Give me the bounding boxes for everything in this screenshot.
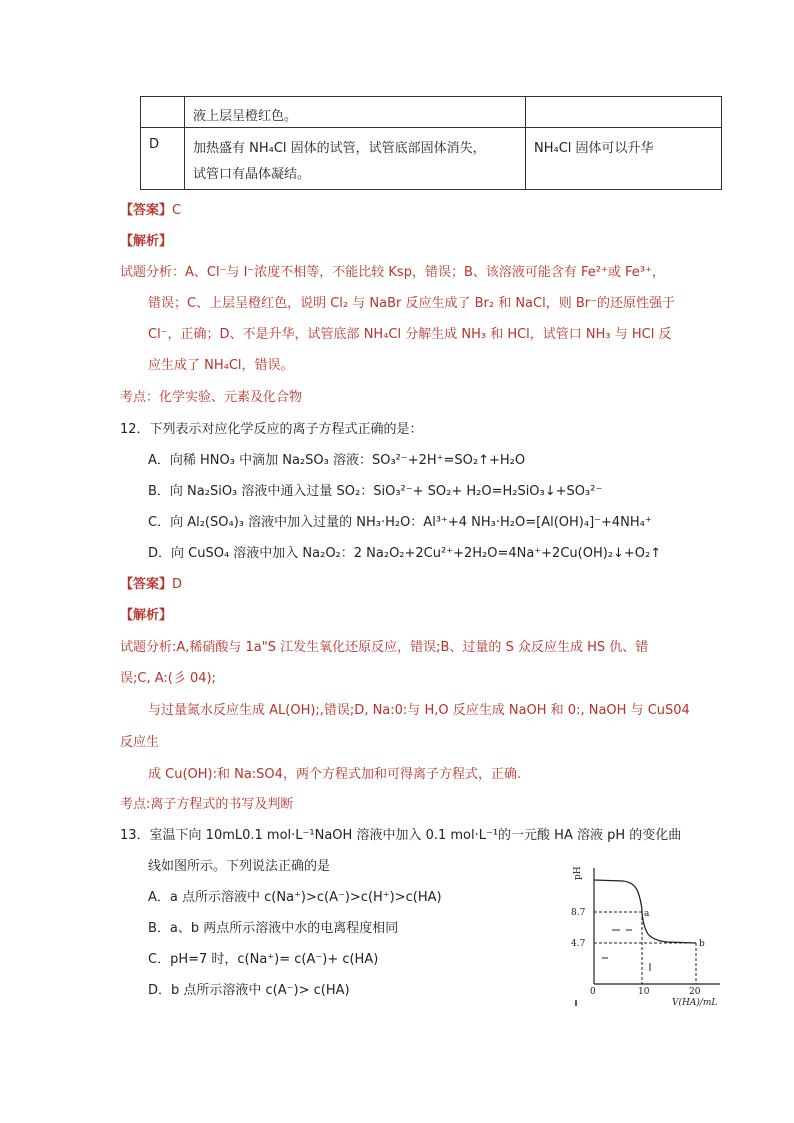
row-letter: D (149, 137, 160, 152)
table-row (141, 97, 722, 128)
table-cell (526, 128, 722, 190)
y-tick-label: 4.7 (571, 939, 586, 949)
question-stem: 13．室温下向 10mL0.1 mol·L⁻¹NaOH 溶液中加入 0.1 mol·L⁻¹的一元酸 HA 溶液 pH 的变化曲 (120, 828, 682, 843)
table-cell (526, 97, 722, 128)
analysis-line: 与过量氮水反应生成 AL(OH);,错误;D, Na:0:与 H,O 反应生成 NaOH 和 0:, NaOH 与 CuS04 (148, 703, 690, 718)
option-c: C．向 Al₂(SO₄)₃ 溶液中加入过量的 NH₃·H₂O：Al³⁺+4 NH₃·H₂O=[Al(OH)₄]⁻+4NH₄⁺ (148, 515, 652, 530)
kaodian-line: 考点:离子方程式的书写及判断 (120, 797, 294, 812)
kaodian-line: 考点：化学实验、元素及化合物 (120, 390, 303, 405)
titration-graph (568, 860, 728, 1010)
option-a: A．向稀 HNO₃ 中滴加 Na₂SO₃ 溶液：SO₃²⁻+2H⁺=SO₂↑+H₂O (148, 453, 526, 468)
analysis-line: 误;C, A:(彡 04); (120, 671, 216, 686)
x-tick-label: 20 (689, 987, 701, 997)
answer-line (120, 573, 182, 592)
table-cell (185, 128, 526, 190)
analysis-label: 【解析】 (120, 234, 173, 249)
question-stem: 线如图所示。下列说法正确的是 (148, 859, 331, 874)
option-d: D．向 CuSO₄ 溶液中加入 Na₂O₂：2 Na₂O₂+2Cu²⁺+2H₂O=4Na⁺+2Cu(OH)₂↓+O₂↑ (148, 546, 662, 561)
option-b: B．向 Na₂SiO₃ 溶液中通入过量 SO₂：SiO₃²⁻+ SO₂+ H₂O=H₂SiO₃↓+SO₃²⁻ (148, 484, 603, 499)
x-tick-label: 0 (590, 987, 596, 997)
option-c: C．pH=7 时，c(Na⁺)= c(A⁻)+ c(HA) (148, 952, 379, 967)
cell-text: 液上层呈橙红色。 (193, 109, 298, 124)
x-axis-label: V(HA)/mL (672, 998, 718, 1008)
cell-text: 试管口有晶体凝结。 (193, 167, 311, 182)
answer-line (120, 199, 181, 218)
analysis-line: 反应生 (120, 735, 160, 750)
point-b-label: b (699, 939, 705, 949)
answer-value: D (172, 577, 183, 592)
analysis-line: 试题分析：A、Cl⁻与 I⁻浓度不相等，不能比较 Ksp，错误；B、该溶液可能含有 Fe²⁺或 Fe³⁺， (120, 265, 665, 280)
option-b: B．a、b 两点所示溶液中水的电离程度相同 (148, 921, 399, 936)
cell-text: NH₄Cl 固体可以升华 (534, 141, 654, 156)
analysis-line: 成 Cu(OH):和 Na:SO4，两个方程式加和可得离子方程式，正确. (148, 767, 522, 782)
analysis-line: 错误；C、上层呈橙红色，说明 Cl₂ 与 NaBr 反应生成了 Br₂ 和 NaCl，则 Br⁻的还原性强于 (148, 296, 675, 311)
answer-label: 【答案】 (120, 203, 173, 218)
table-cell (141, 128, 185, 190)
analysis-label: 【解析】 (120, 608, 173, 623)
option-a: A．a 点所示溶液中 c(Na⁺)>c(A⁻)>c(H⁺)>c(HA) (148, 890, 442, 905)
question-stem: 12．下列表示对应化学反应的离子方程式正确的是： (120, 422, 423, 437)
x-tick-label: 10 (638, 987, 650, 997)
answer-value: C (172, 203, 182, 218)
table-cell (185, 97, 526, 128)
y-tick-label: 8.7 (571, 908, 586, 918)
point-a-label: a (644, 909, 650, 919)
y-axis-label: pH (573, 866, 583, 880)
cell-text: 加热盛有 NH₄Cl 固体的试管，试管底部固体消失， (193, 141, 486, 156)
answer-label: 【答案】 (120, 577, 173, 592)
table-cell (141, 97, 185, 128)
analysis-line: 应生成了 NH₄Cl，错误。 (148, 358, 294, 373)
table-row (141, 128, 722, 190)
options-table (140, 96, 722, 190)
analysis-line: Cl⁻，正确；D、不是升华，试管底部 NH₄Cl 分解生成 NH₃ 和 HCl，试管口 NH₃ 与 HCl 反 (148, 327, 672, 342)
analysis-line: 试题分析:A,稀硝酸与 1a"S 江发生氧化还原反应，错误;B、过量的 S 众反应生成 HS 仇、错 (120, 640, 649, 655)
option-d: D．b 点所示溶液中 c(A⁻)> c(HA) (148, 983, 350, 998)
